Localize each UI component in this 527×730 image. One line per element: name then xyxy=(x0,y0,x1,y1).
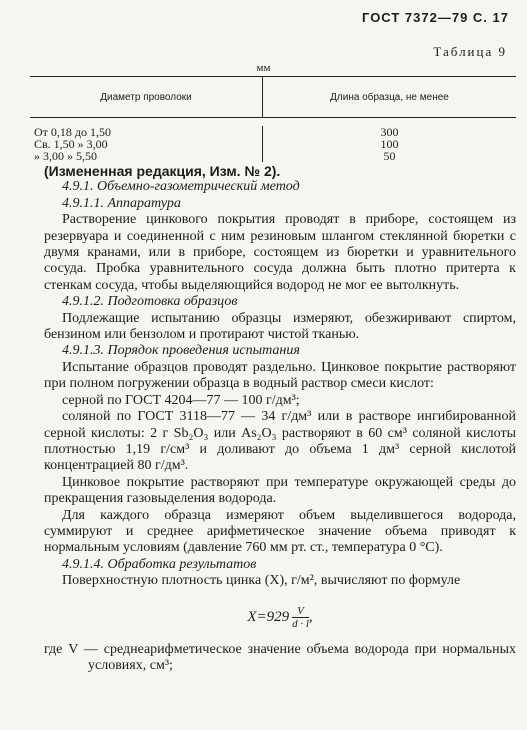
table-caption: Таблица 9 xyxy=(433,44,507,59)
column-header-length: Длина образца, не менее xyxy=(330,91,449,103)
edition-note: (Измененная редакция, Изм. № 2). xyxy=(44,163,281,179)
dissolution-paragraph: Цинковое покрытие растворяют при температуре окружающей среды до прекращения газовыделения водорода. xyxy=(44,474,516,507)
formula-numerator: V xyxy=(292,605,309,618)
table-header-row xyxy=(30,77,516,118)
hydrochloric-acid-paragraph: соляной по ГОСТ 3118—77 — 34 г/дм³ или в растворе ингибированной серной кислоты: 2 г Sb₂O₃ или As₂O₃ растворяют в 60 см³ соляной кислоты плотностью 1,19 г/см³ и доливают до объема 1 дм³ серной кислотой концентрацией 80 г/дм³. xyxy=(44,409,516,474)
section-4-9-1-3-heading: 4.9.1.3. Порядок проведения испытания xyxy=(62,343,300,359)
measurement-paragraph: Для каждого образца измеряют объем выделившегося водорода, суммируют и среднее арифметическое значение объема приводят к нормальным условиям (давление 760 мм рт. ст., температура 0 °С). xyxy=(44,507,516,556)
table-cell-length: 50 xyxy=(383,149,396,163)
section-4-9-1-4-heading: 4.9.1.4. Обработка результатов xyxy=(62,556,257,572)
table-cell-range: » 3,00 » 5,50 xyxy=(34,149,97,163)
section-4-9-1-2-heading: 4.9.1.2. Подготовка образцов xyxy=(62,294,238,310)
sample-length-table xyxy=(30,76,516,162)
table-cell-length: 300 xyxy=(380,125,399,139)
length-column xyxy=(263,126,516,162)
density-paragraph: Поверхностную плотность цинка (X), г/м², вычисляют по формуле xyxy=(62,573,461,589)
section-4-9-1-heading: 4.9.1. Объемно-газометрический метод xyxy=(62,179,300,195)
column-header-diameter: Диаметр проволоки xyxy=(30,77,263,117)
diameter-column xyxy=(30,126,263,162)
body-text xyxy=(44,163,516,674)
preparation-paragraph: Подлежащие испытанию образцы измеряют, обезжиривают спиртом, бензином или бензолом и протирают чистой тканью. xyxy=(44,310,516,343)
page-header: ГОСТ 7372—79 С. 17 xyxy=(362,10,509,25)
test-procedure-paragraph: Испытание образцов проводят раздельно. Цинковое покрытие растворяют при полном погружении образца в водный раствор смеси кислот: xyxy=(44,359,516,392)
table-unit: мм xyxy=(256,62,271,74)
apparatus-paragraph: Растворение цинкового покрытия проводят в приборе, состоящем из резервуара и соединенной с ним резиновым шлангом стеклянной бюретки с двумя кранами, или в приборе, состоящем из бюретки и уравнительного сосуда. Пробка уравнительного сосуда должна быть плотно притерта к стенкам сосуда, чтобы выделяющийся водород не мог ее вытолкнуть. xyxy=(44,212,516,293)
table-body xyxy=(30,118,516,162)
density-formula xyxy=(44,602,516,632)
formula-denominator: d · l xyxy=(292,617,309,630)
formula-lhs: X=929 xyxy=(247,608,290,625)
formula-tail: , xyxy=(308,608,313,625)
formula-fraction xyxy=(292,605,309,630)
table-cell-length: 100 xyxy=(380,137,399,151)
where-definition: где V — среднеарифметическое значение объема водорода при нормальных условиях, см³; xyxy=(44,641,516,673)
table-cell-range: От 0,18 до 1,50 xyxy=(34,125,112,139)
sulfuric-acid-line: серной по ГОСТ 4204—77 — 100 г/дм³; xyxy=(62,392,300,408)
table-cell-range: Св. 1,50 » 3,00 xyxy=(34,137,108,151)
section-4-9-1-1-heading: 4.9.1.1. Аппаратура xyxy=(62,195,181,211)
